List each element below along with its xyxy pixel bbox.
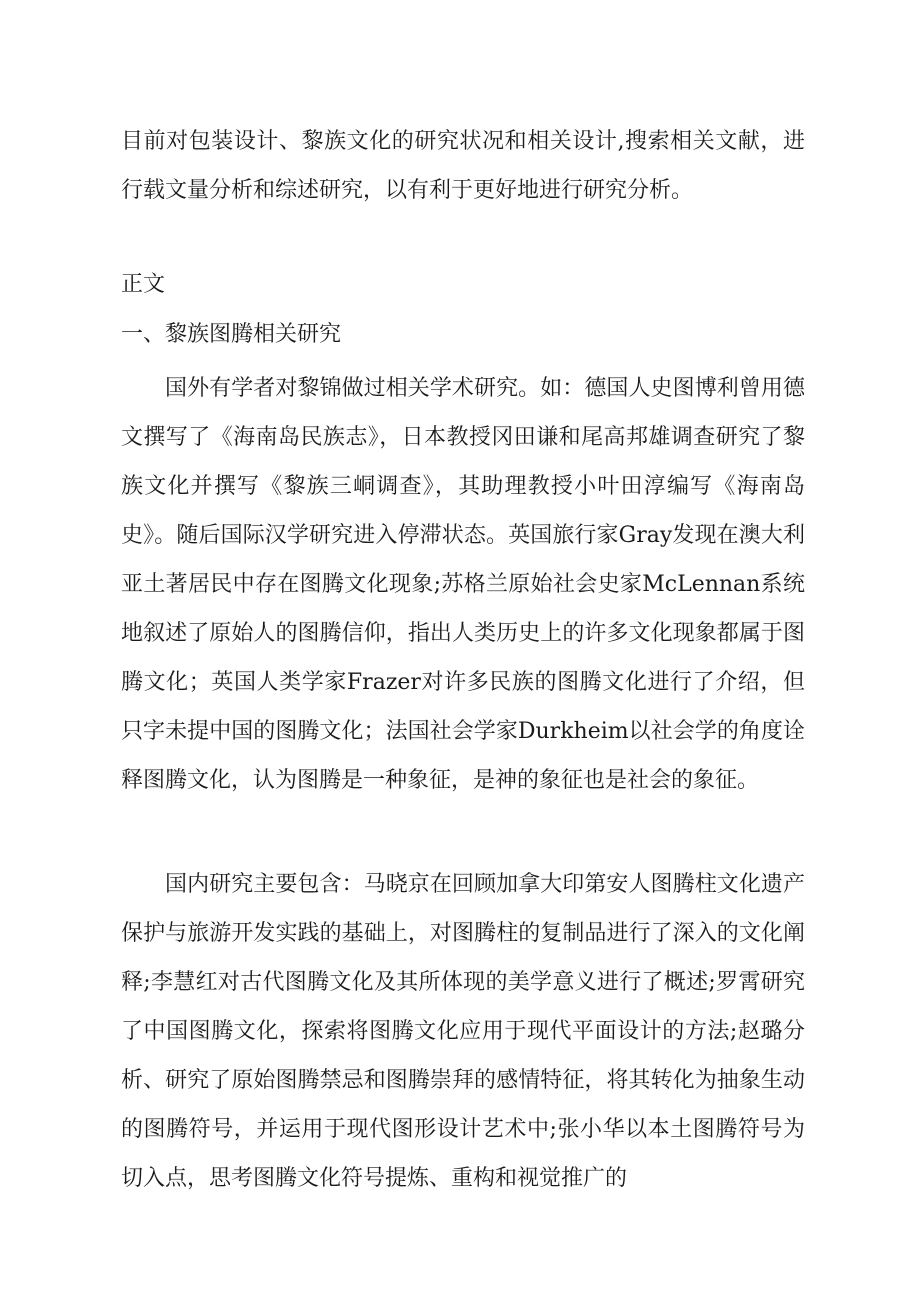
body-heading: 正文 bbox=[121, 272, 166, 297]
paragraph-foreign-research: 国外有学者对黎锦做过相关学术研究。如：德国人史图博利曾用德文撰写了《海南岛民族志》，日本教授冈田谦和尾高邦雄调查研究了黎族文化并撰写《黎族三峒调查》，其助理教授小叶田淳编写《海南岛史》。随后国际汉学研究进入停滞状态。英国旅行家Gray发现在澳大利亚土著居民中存在图腾文化现象;苏格兰原始社会史家McLennan系统地叙述了原始人的图腾信仰，指出人类历史上的许多文化现象都属于图腾文化；英国人类学家Frazer对许多民族的图腾文化进行了介绍，但只字未提中国的图腾文化；法国社会学家Durkheim以社会学的角度诠释图腾文化，认为图腾是一种象征，是神的象征也是社会的象征。 bbox=[121, 376, 805, 793]
paragraph-domestic-research: 国内研究主要包含：马晓京在回顾加拿大印第安人图腾柱文化遗产保护与旅游开发实践的基础上，对图腾柱的复制品进行了深入的文化阐释;李慧红对古代图腾文化及其所体现的美学意义进行了概述;罗霄研究了中国图腾文化，探索将图腾文化应用于现代平面设计的方法;赵璐分析、研究了原始图腾禁忌和图腾崇拜的感情特征，将其转化为抽象生动的图腾符号，并运用于现代图形设计艺术中;张小华以本土图腾符号为切入点，思考图腾文化符号提炼、重构和视觉推广的 bbox=[121, 872, 805, 1191]
section-heading-totem-research: 一、黎族图腾相关研究 bbox=[121, 322, 342, 347]
intro-paragraph: 目前对包装设计、黎族文化的研究状况和相关设计,搜索相关文献，进行载文量分析和综述研究，以有利于更好地进行研究分析。 bbox=[121, 129, 805, 203]
